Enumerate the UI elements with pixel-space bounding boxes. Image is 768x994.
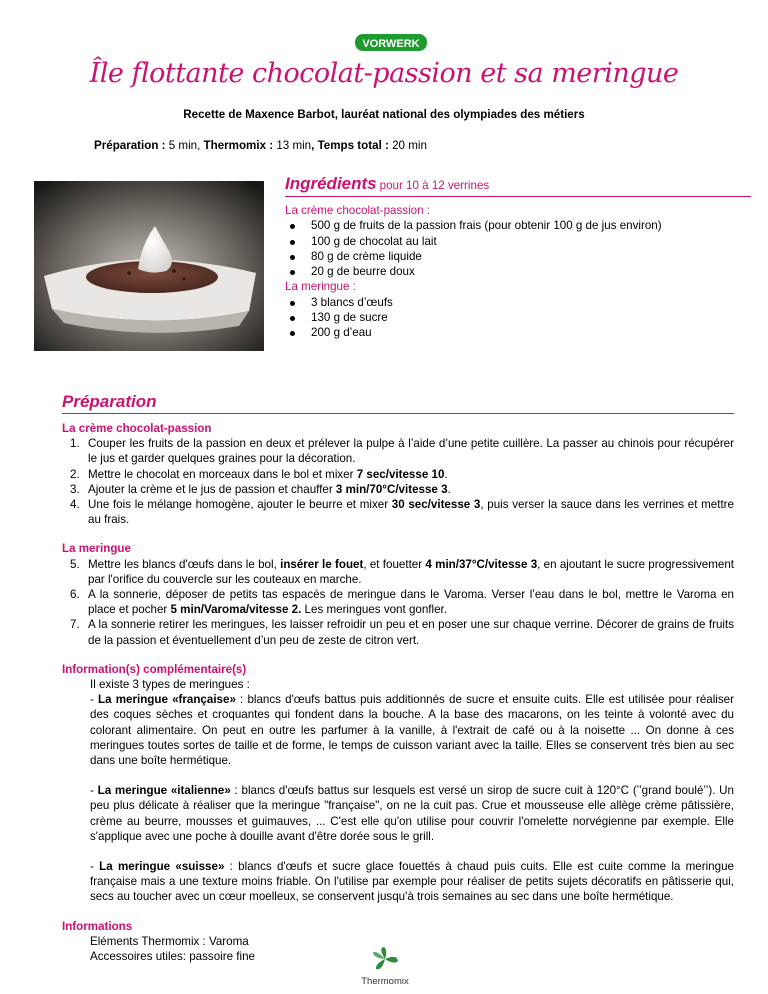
vorwerk-logo [353,25,429,55]
list-item: 100 g de chocolat au lait [285,234,745,249]
ingredients-list [285,203,745,341]
informations-line: Eléments Thermomix : Varoma [90,934,249,948]
thermomix-swirl-icon [370,946,400,972]
preparation-title: Préparation [62,392,157,411]
info-paragraph-francaise: - La meringue «française» : blancs d'œufs battus puis additionnés de sucre et ensuite cuits. Elle est utilisée pour réaliser des coques sèches et croquantes qui fondent dans la bouche. A la base des macarons, on les teinte à volonté avec du colorant alimentaire. On peut en outre les parfumer à la vanille, à l'extrait de café ou à la noisette ... On donne à ces meringues toutes sortes de taille et de forme, le temps de cuisson variant avec la taille. Elles se conservent très bien au sec dans une boîte hermétique. [90,693,734,768]
vorwerk-logo-text: VORWERK [362,38,420,50]
info-title: Information(s) complémentaire(s) [62,662,247,676]
informations-title: Informations [62,919,133,933]
ingredients-section-creme: La crème chocolat-passion : [285,204,430,217]
preparation-body [62,421,734,964]
step-item: 1. Couper les fruits de la passion en deux et prélever la pulpe à l’aide d’une petite cuillère. La passer au chinois pour récupérer le jus et garder quelques graines pour la décoration. [70,437,734,466]
step-item: 5. Mettre les blancs d'œufs dans le bol, insérer le fouet, et fouetter 4 min/37°C/vitesse 3, en ajoutant le sucre progressivement par l'orifice du couvercle sur les couteaux en marche. [70,557,735,586]
info-paragraph-italienne: - La meringue «italienne» : blancs d'œufs battus sur lesquels est versé un sirop de sucre cuit à 120°C (’’grand boulé’’). Un peu plus délicate à réaliser que la meringue "française", on ne la cuit pas. Crue et mousseuse elle allège crème pâtissière, crème au beurre, mousses et guimauves, ... C'est elle qu'on utilise pour couvrir l'omelette norvégienne par exemple. Elle s'applique avec une poche à douille avant d'être dorée sous le grill. [90,784,734,843]
thermomix-time-value: 13 min [273,139,312,152]
block-creme-title: La crème chocolat-passion [62,422,212,435]
recipe-subtitle: Recette de Maxence Barbot, lauréat national des olympiades des métiers [183,108,585,121]
time-info [94,139,427,152]
prep-time-label: Préparation : [94,139,166,152]
list-item: 500 g de fruits de la passion frais (pour obtenir 100 g de jus environ) [285,218,745,233]
step-item: 7. A la sonnerie retirer les meringues, les laisser refroidir un peu et en poser une sur chaque verrine. Décorer de grains de fruits de la passion et éventuellement d’un peu de zeste de citron vert. [70,618,734,647]
informations-line: Accessoires utiles: passoire fine [90,950,255,964]
thermomix-logo [352,946,418,992]
list-item: 3 blancs d’œufs [285,295,745,310]
dessert-photo [34,181,264,351]
thermomix-time-label: Thermomix : [203,139,274,152]
ingredients-title: Ingrédients [285,174,377,193]
list-item: 20 g de beurre doux [285,264,745,279]
total-time-value: 20 min [388,139,427,152]
ingredients-subtitle: pour 10 à 12 verrines [379,179,490,192]
step-item: 4. Une fois le mélange homogène, ajouter le beurre et mixer 30 sec/vitesse 3, puis verser la sauce dans les verrines et mettre au frais. [70,498,734,527]
thermomix-logo-text: Thermomix [361,976,409,987]
list-item: 80 g de crème liquide [285,249,745,264]
recipe-title: Île flottante chocolat-passion et sa meringue [89,58,679,89]
step-item: 6. A la sonnerie, déposer de petits tas espacés de meringue dans le Varoma. Verser l’eau dans le bol, mettre le Varoma en place et pocher 5 min/Varoma/vitesse 2. Les meringues vont gonfler. [70,588,734,617]
list-item: 130 g de sucre [285,310,745,325]
prep-time-value: 5 min, [165,139,204,152]
preparation-header [62,392,734,414]
total-time-label: , Temps total : [311,139,389,152]
step-item: 3. Ajouter la crème et le jus de passion et chauffer 3 min/70°C/vitesse 3. [70,482,451,496]
ingredients-header [285,174,751,197]
list-item: 200 g d’eau [285,325,745,340]
step-item: 2. Mettre le chocolat en morceaux dans le bol et mixer 7 sec/vitesse 10. [70,467,448,481]
info-body [62,677,734,905]
info-intro: Il existe 3 types de meringues : [90,678,250,692]
block-meringue-title: La meringue [62,542,131,556]
ingredients-section-meringue: La meringue : [285,280,356,294]
info-paragraph-suisse: - La meringue «suisse» : blancs d'œufs et sucre glace fouettés à chaud puis cuits. Elle est cuite comme la meringue française mais a une texture moins friable. On l'utilise par exemple pour réaliser de petits sujets décoratifs en pâtisserie qui, secs au toucher avec un cœur moelleux, se conservent jusqu'à trois semaines au sec dans une boîte hermétique. [90,860,734,904]
